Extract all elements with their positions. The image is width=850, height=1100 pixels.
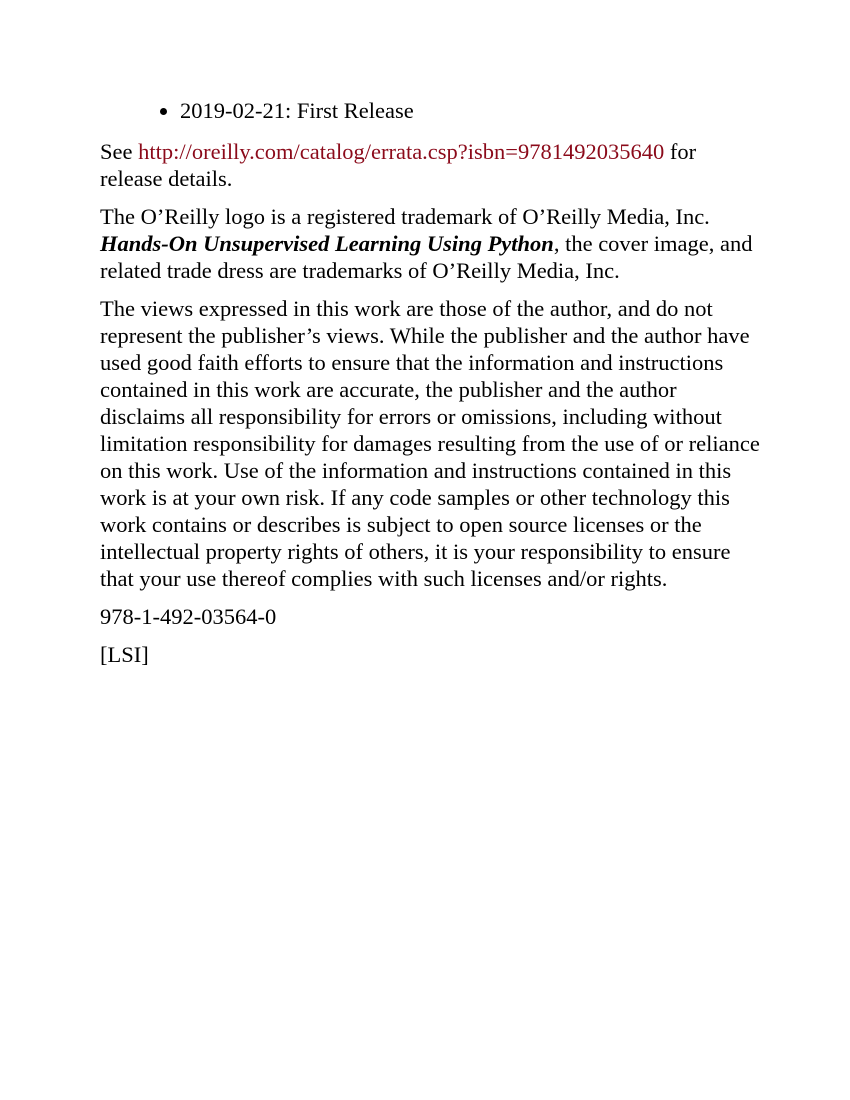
bullet-icon	[160, 108, 167, 115]
trademark-text-end: , the cover image, and related trade dress are trademarks of O’Reilly Media, Inc.	[100, 231, 753, 283]
release-history-list	[100, 97, 760, 124]
isbn: 978-1-492-03564-0	[100, 604, 277, 629]
errata-link[interactable]: http://oreilly.com/catalog/errata.csp?isbn=9781492035640	[138, 139, 665, 164]
release-history-item	[180, 97, 760, 124]
copyright-page	[100, 97, 760, 679]
errata-suffix: for release details.	[100, 139, 697, 191]
book-title: Hands-On Unsupervised Learning Using Python	[100, 231, 554, 256]
release-history-text: 2019-02-21: First Release	[180, 98, 414, 123]
errata-prefix: See	[100, 139, 139, 164]
printer-code: [LSI]	[100, 642, 149, 667]
trademark-text-start: The O’Reilly logo is a registered trademark of O’Reilly Media, Inc.	[100, 204, 710, 229]
errata-paragraph	[100, 138, 760, 192]
disclaimer-paragraph: The views expressed in this work are those of the author, and do not represent the publisher’s views. While the publisher and the author have used good faith efforts to ensure that the information and instructions contained in this work are accurate, the publisher and the author disclaims all responsibility for errors or omissions, including without limitation responsibility for damages resulting from the use of or reliance on this work. Use of the information and instructions contained in this work is at your own risk. If any code samples or other technology this work contains or describes is subject to open source licenses or the intellectual property rights of others, it is your responsibility to ensure that your use thereof complies with such licenses and/or rights.	[100, 296, 760, 591]
trademark-paragraph	[100, 203, 760, 284]
